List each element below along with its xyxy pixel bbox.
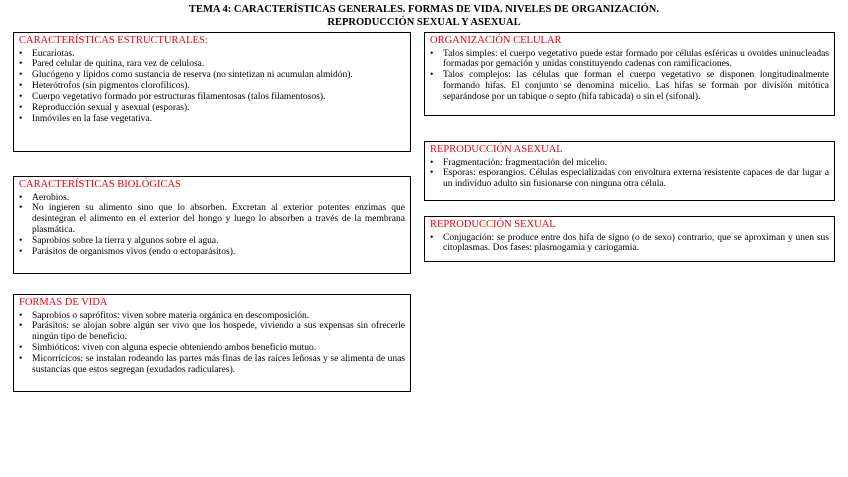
bullet-icon: • [19,321,23,332]
list-item-text: Inmóviles en la fase vegetativa. [32,113,153,124]
bullet-icon: • [430,232,434,243]
list-item [19,354,405,376]
list-item [19,49,405,60]
bullet-list [430,158,829,191]
list-item-text: Saprobios sobre la tierra y algunos sobre el agua. [32,236,219,247]
section-title: FORMAS DE VIDA [19,297,108,308]
bullet-icon: • [19,81,23,92]
section-title: CARACTERÍSTICAS BIOLÓGICAS [19,179,181,190]
page-title-line-2: REPRODUCCIÓN SEXUAL Y ASEXUAL [327,16,521,28]
list-item [430,233,829,255]
list-item-text: Talos complejos: las células que forman el cuerpo vegetativo se disponen longitudinalmente formando hifas. El conjunto se denomina micelio. Las hifas se forman por división mitótica separándose por un tabique o septo (hifa tabicada) o sin el (sifonal). [443,70,829,103]
list-item [19,311,405,322]
list-item [430,168,829,190]
bullet-icon: • [19,203,23,214]
list-item [19,203,405,236]
bullet-icon: • [19,48,23,59]
list-item-text: Fragmentación: fragmentación del micelio. [443,157,608,168]
list-item-text: Glucógeno y lípidos como sustancia de reserva (no sintetizan ni acumulan almidón). [32,70,353,81]
list-item-text: Cuerpo vegetativo formado por estructuras filamentosas (talos filamentosos). [32,92,326,103]
list-item [430,158,829,169]
list-item-text: Parásitos de organismos vivos (endo o ectoparásitos). [32,247,236,258]
section-caracteristicas-biologicas [13,176,411,274]
bullet-list [430,233,829,255]
list-item [19,114,405,125]
list-item-text: Esporas: esporangios. Células especializadas con envoltura externa resistente capaces de dar lugar a un individuo adulto sin fusionarse con ninguna otra célula. [443,168,829,190]
list-item [19,92,405,103]
list-item [19,103,405,114]
list-item-text: Reproducción sexual y asexual (esporas). [32,103,190,114]
list-item [19,236,405,247]
section-reproduccion-sexual [424,216,835,262]
section-organizacion-celular [424,32,835,116]
bullet-icon: • [430,168,434,179]
list-item [19,70,405,81]
list-item [19,193,405,204]
bullet-icon: • [19,310,23,321]
list-item [19,321,405,343]
page-title-line-1: TEMA 4: CARACTERÍSTICAS GENERALES. FORMAS DE VIDA. NIVELES DE ORGANIZACIÓN. [188,4,660,15]
bullet-icon: • [430,157,434,168]
section-formas-de-vida [13,294,411,392]
bullet-list [19,49,405,125]
list-item-text: Parásitos: se alojan sobre algún ser vivo que los hospede, viviendo a sus expensas sin ofrecerle ningún tipo de beneficio. [32,321,405,343]
bullet-icon: • [19,70,23,81]
list-item-text: No ingieren su alimento sino que lo absorben. Excretan al exterior potentes enzimas que desintegran el alimento en el exterior del hongo y luego lo absorben a través de la membrana plasmática. [32,203,405,236]
bullet-list [19,193,405,258]
bullet-icon: • [19,247,23,258]
bullet-icon: • [19,103,23,114]
list-item [19,247,405,258]
section-title: REPRODUCCIÓN ASEXUAL [430,144,563,155]
section-title: ORGANIZACIÓN CELULAR [430,35,562,46]
list-item-text: Heterótrofos (sin pigmentos clorofílicos). [32,81,190,92]
list-item-text: Talos simples: el cuerpo vegetativo puede estar formado por células esféricas u ovoides uninucleadas formadas por gemación y unidas constituyendo cadenas con ramificaciones. [443,48,829,70]
list-item-text: Saprobios o saprófitos: viven sobre materia orgánica en descomposición. [32,310,310,321]
list-item [430,49,829,71]
list-item-text: Micorrícicos: se instalan rodeando las partes más finas de las raíces leñosas y se alimenta de unas sustancias que estos segregan (exudados radiculares). [32,354,405,376]
list-item-text: Pared celular de quitina, rara vez de celulosa. [32,59,205,70]
bullet-icon: • [19,236,23,247]
list-item [19,81,405,92]
list-item-text: Conjugación: se produce entre dos hifa de signo (o de sexo) contrario, que se aproximan y unen sus citoplasmas. Dos fases: plasmogamia y cariogamia. [443,232,829,254]
bullet-icon: • [430,70,434,81]
section-caracteristicas-estructurales [13,32,411,152]
list-item-text: Eucariotas. [32,48,75,59]
bullet-icon: • [19,192,23,203]
bullet-list [430,49,829,104]
bullet-icon: • [19,92,23,103]
page-title [0,4,848,29]
list-item-text: Simbióticos: viven con alguna especie obteniendo ambos beneficio mutuo. [32,343,317,354]
bullet-icon: • [19,354,23,365]
list-item [19,59,405,70]
section-title: REPRODUCCIÓN SEXUAL [430,219,556,230]
list-item [430,70,829,103]
bullet-icon: • [19,113,23,124]
section-reproduccion-asexual [424,141,835,201]
bullet-list [19,311,405,376]
section-title: CARACTERÍSTICAS ESTRUCTURALES: [19,35,208,46]
list-item [19,343,405,354]
bullet-icon: • [19,59,23,70]
bullet-icon: • [19,343,23,354]
bullet-icon: • [430,48,434,59]
list-item-text: Aerobios. [32,192,70,203]
